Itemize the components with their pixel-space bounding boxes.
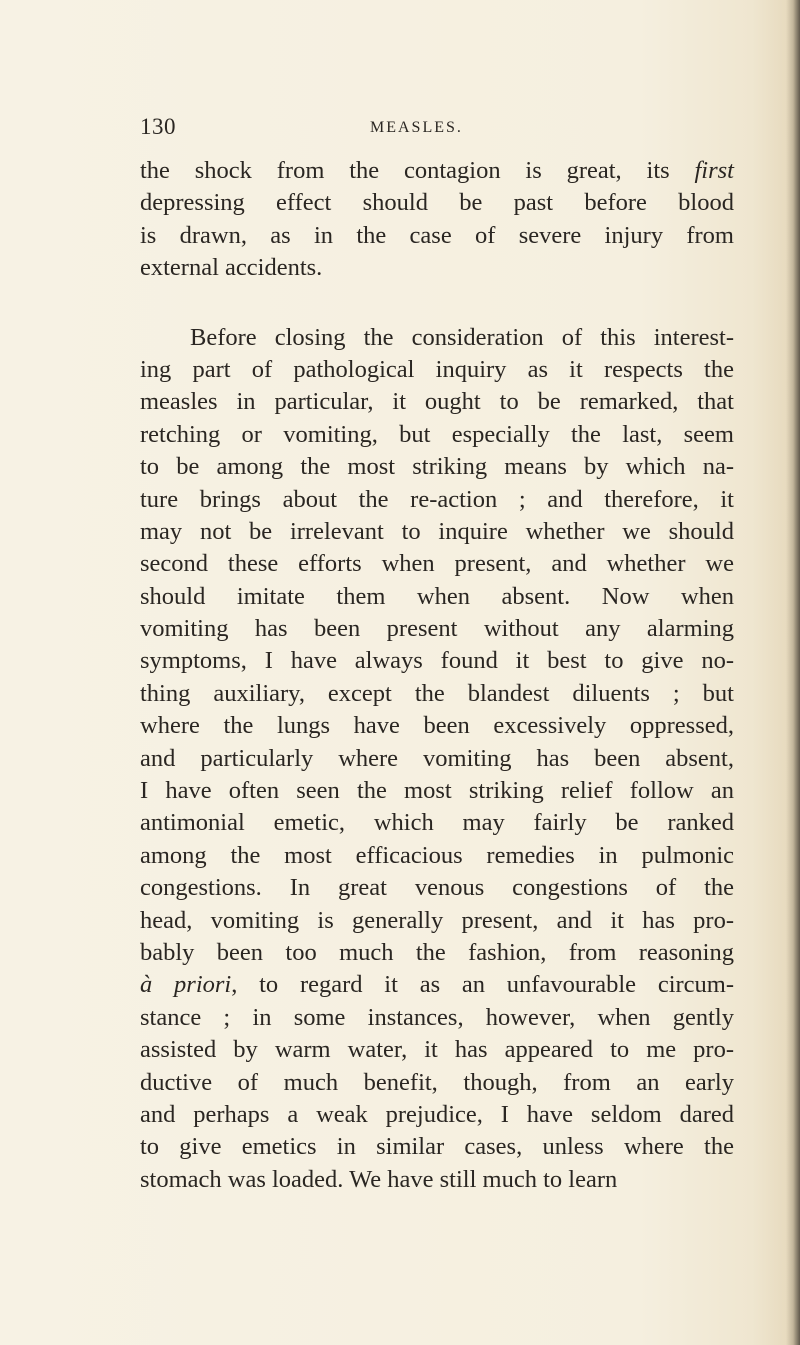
text-line (140, 678, 734, 710)
text-segment: antimonial emetic, which may fairly be ranked (140, 809, 734, 837)
page-number: 130 (140, 114, 176, 139)
text-line (140, 613, 734, 645)
text-segment: measles in particular, it ought to be remarked, that (140, 388, 734, 416)
text-line (140, 710, 734, 742)
page-edge-shadow (786, 0, 800, 1345)
text-segment: second these efforts when present, and whether we (140, 550, 734, 578)
text-segment: depressing effect should be past before blood (140, 189, 734, 217)
italic-text: à priori (140, 971, 232, 999)
paragraph (140, 322, 734, 1197)
text-line (140, 969, 734, 1001)
text-line (140, 937, 734, 969)
text-line (140, 807, 734, 839)
text-segment: ductive of much benefit, though, from an early (140, 1068, 734, 1096)
text-line (140, 1164, 734, 1196)
text-segment: I have often seen the most striking relief follow an (140, 777, 734, 805)
text-line (140, 1099, 734, 1131)
text-line (140, 548, 734, 580)
text-line (140, 645, 734, 677)
text-segment: vomiting has been present without any alarming (140, 615, 734, 643)
text-segment: should imitate them when absent. Now when (140, 582, 734, 610)
page-header (140, 114, 740, 144)
text-segment: assisted by warm water, it has appeared to me pro- (140, 1036, 734, 1064)
body-text (140, 155, 734, 1196)
text-segment: symptoms, I have always found it best to give no- (140, 647, 734, 675)
text-line (140, 775, 734, 807)
text-segment: retching or vomiting, but especially the last, seem (140, 420, 734, 448)
text-segment: congestions. In great venous congestions of the (140, 874, 734, 902)
text-line (140, 322, 734, 354)
text-line (140, 155, 734, 187)
text-line (140, 354, 734, 386)
text-segment: where the lungs have been excessively oppressed, (140, 712, 734, 740)
italic-text: first (694, 157, 734, 184)
text-line (140, 484, 734, 516)
text-line (140, 1067, 734, 1099)
text-line (140, 840, 734, 872)
text-line (140, 187, 734, 219)
text-segment: and particularly where vomiting has been absent, (140, 744, 734, 772)
text-segment: and perhaps a weak prejudice, I have seldom dared (140, 1100, 734, 1128)
text-segment: to be among the most striking means by which na- (140, 453, 734, 481)
text-line (140, 743, 734, 775)
text-line (140, 419, 734, 451)
text-segment: bably been too much the fashion, from reasoning (140, 938, 734, 966)
text-segment: among the most efficacious remedies in pulmonic (140, 841, 734, 869)
text-line (140, 905, 734, 937)
text-line (140, 451, 734, 483)
text-segment: , to regard it as an unfavourable circum- (231, 971, 734, 999)
text-segment: stance ; in some instances, however, when gently (140, 1003, 734, 1031)
text-segment: the shock from the contagion is great, its (140, 157, 695, 184)
text-segment: may not be irrelevant to inquire whether we should (140, 517, 734, 545)
text-line (140, 1034, 734, 1066)
text-segment: ture brings about the re-action ; and therefore, it (140, 485, 734, 513)
text-line (140, 220, 734, 252)
text-line (140, 1002, 734, 1034)
text-line (140, 581, 734, 613)
text-segment: ing part of pathological inquiry as it respects the (140, 355, 734, 383)
text-segment: Before closing the consideration of this interest- (190, 323, 734, 351)
text-segment: to give emetics in similar cases, unless where the (140, 1133, 734, 1161)
text-segment: is drawn, as in the case of severe injury from (140, 221, 734, 249)
text-line (140, 872, 734, 904)
text-line (140, 386, 734, 418)
text-line (140, 1131, 734, 1163)
text-segment: stomach was loaded. We have still much to learn (140, 1165, 618, 1193)
paragraph-gap (140, 285, 734, 322)
text-line (140, 252, 734, 284)
text-segment: thing auxiliary, except the blandest diluents ; but (140, 679, 734, 707)
text-segment: external accidents. (140, 254, 323, 282)
running-head: MEASLES. (370, 119, 463, 136)
text-segment: head, vomiting is generally present, and it has pro- (140, 906, 734, 934)
text-line (140, 516, 734, 548)
paragraph (140, 155, 734, 285)
